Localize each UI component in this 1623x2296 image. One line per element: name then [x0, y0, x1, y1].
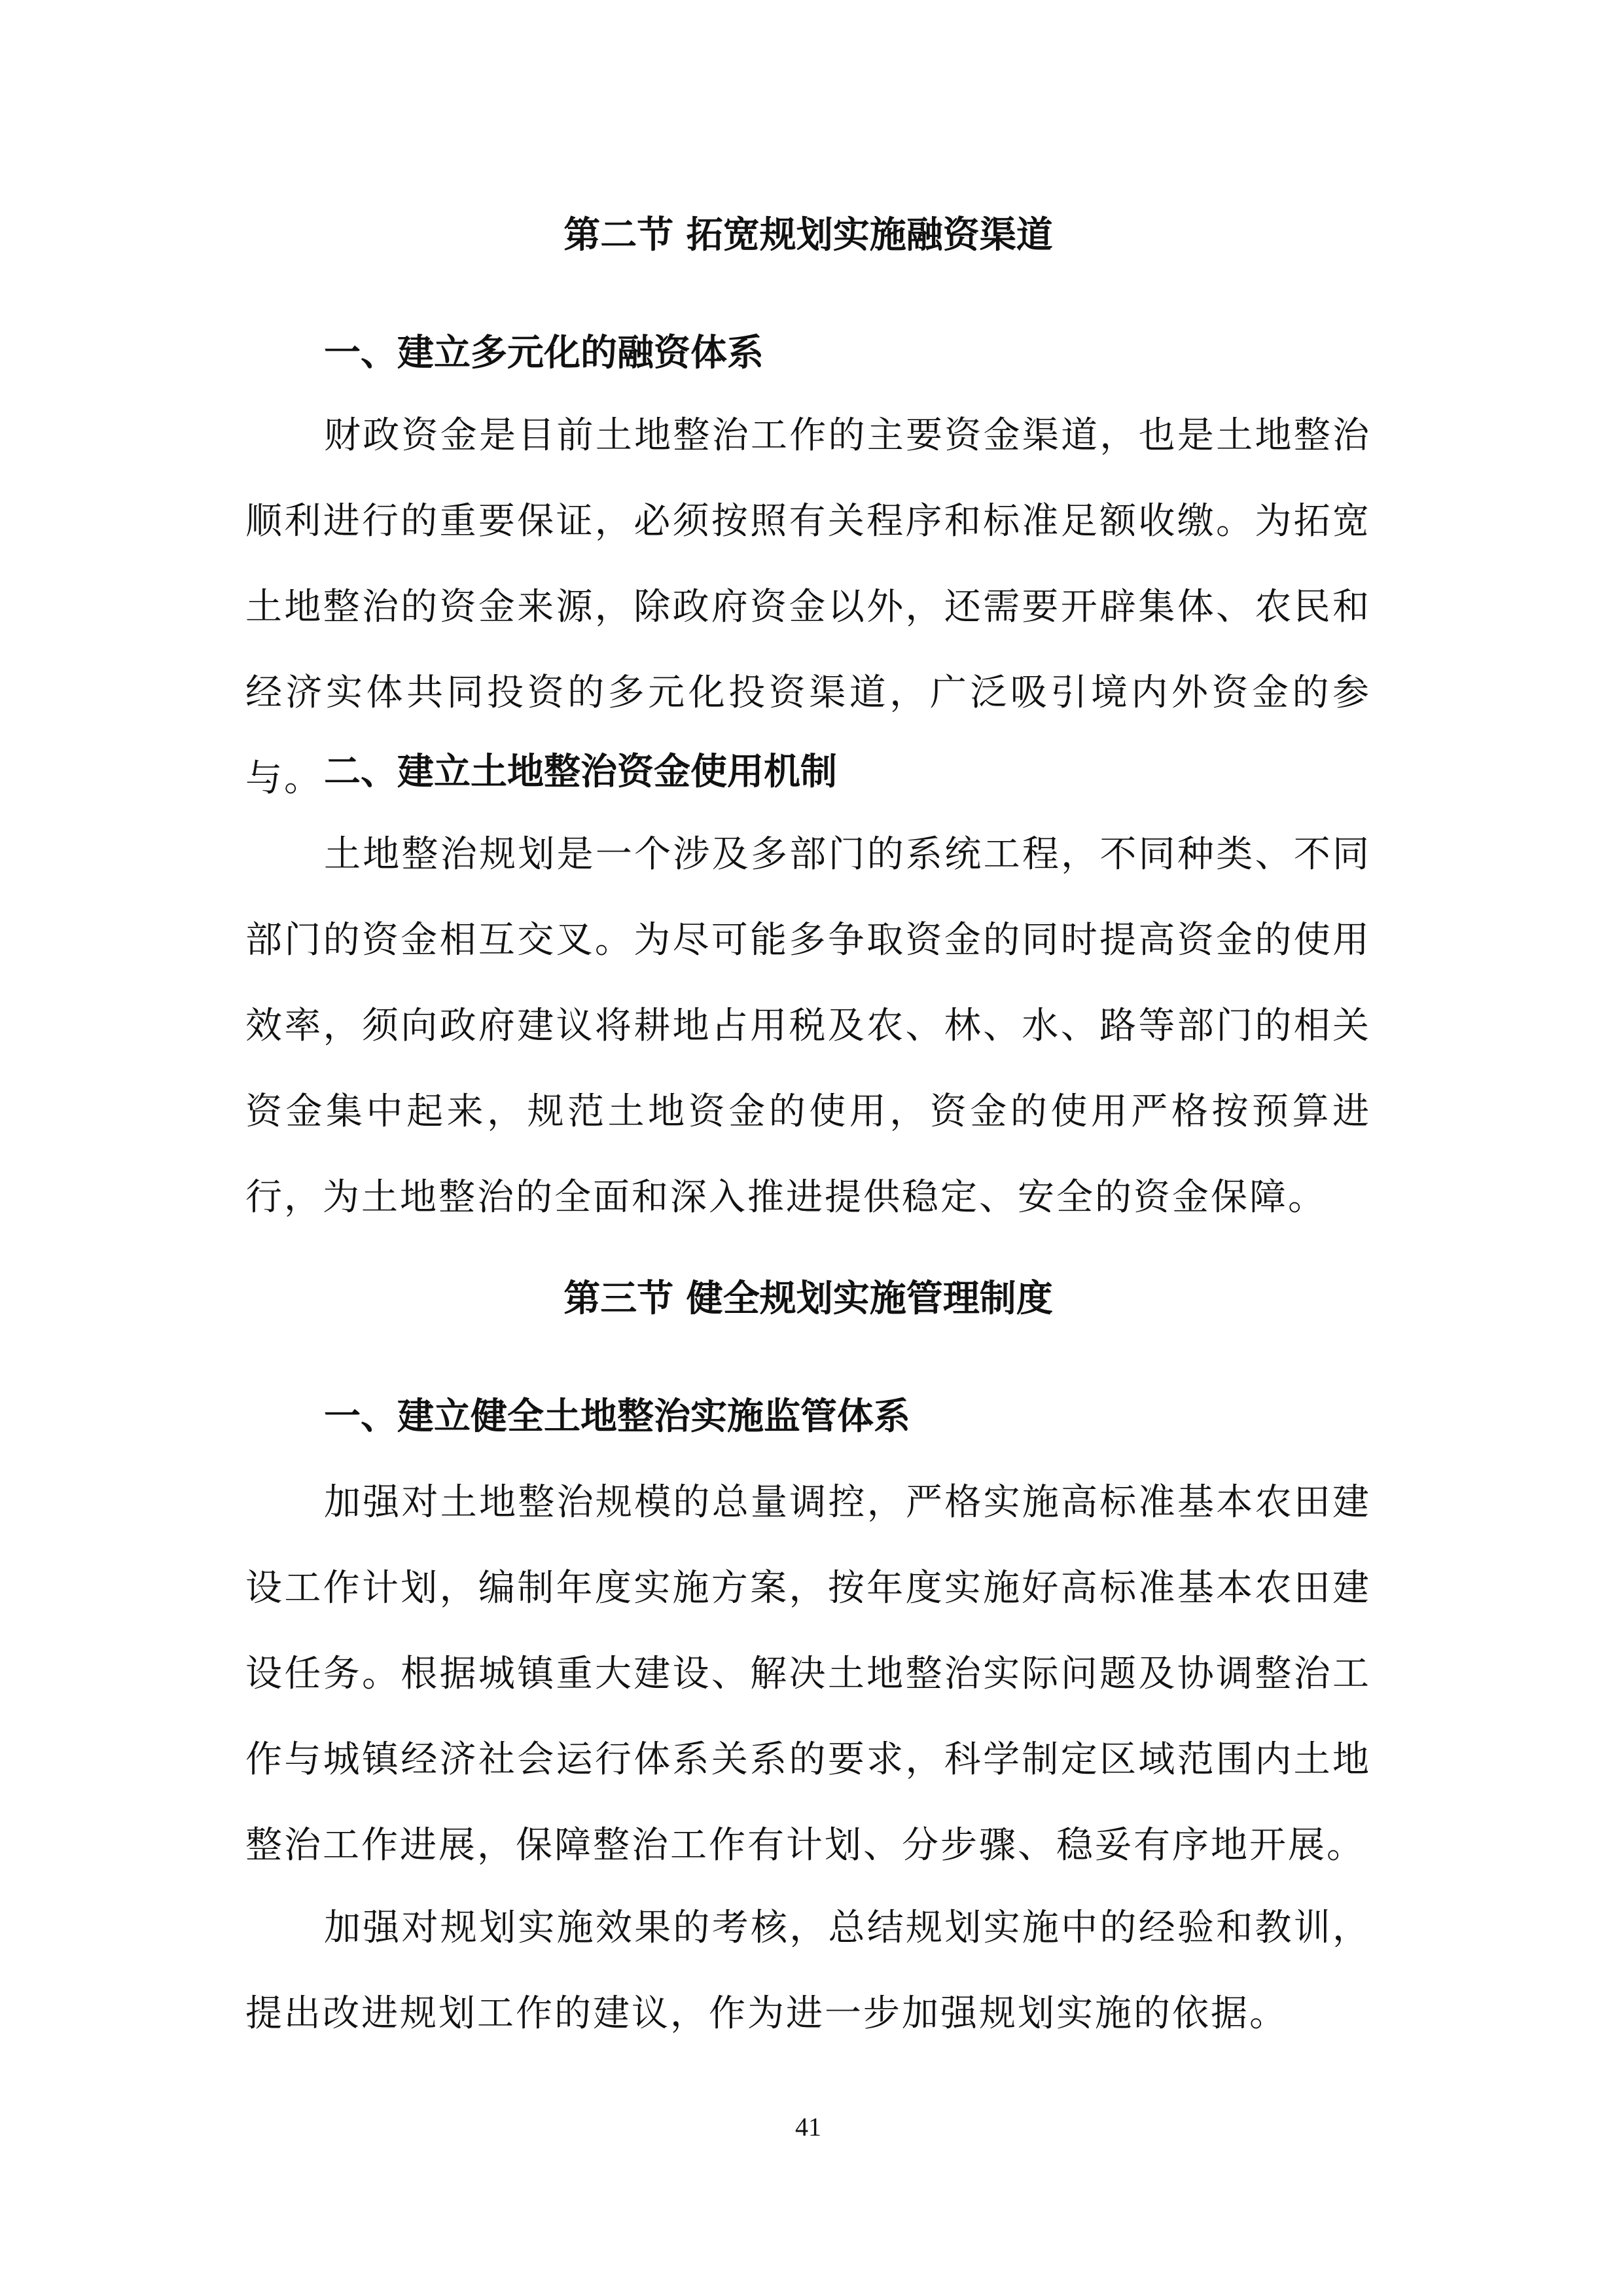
section-2-paragraph-1: 财政资金是目前土地整治工作的主要资金渠道，也是土地整治顺利进行的重要保证，必须按照有关程序和标准足额收缴。为拓宽土地整治的资金来源，除政府资金以外，还需要开辟集体、农民和经济实体共同投资的多元化投资渠道，广泛吸引境内外资金的参与。: [245, 414, 1371, 800]
section-2-subheading-1: 一、建立多元化的融资体系: [324, 332, 764, 374]
section-3-paragraph-2: 加强对规划实施效果的考核，总结规划实施中的经验和教训，提出改进规划工作的建议，作为进一步加强规划实施的依据。: [245, 1907, 1371, 2035]
section-2-subheading-2: 二、建立土地整治资金使用机制: [324, 751, 837, 793]
section-3-title: 第三节 健全规划实施管理制度: [563, 1278, 1053, 1320]
section-2-title: 第二节 拓宽规划实施融资渠道: [563, 214, 1053, 257]
section-2-paragraph-2: 土地整治规划是一个涉及多部门的系统工程，不同种类、不同部门的资金相互交叉。为尽可能多争取资金的同时提高资金的使用效率，须向政府建议将耕地占用税及农、林、水、路等部门的相关资金集中起来，规范土地资金的使用，资金的使用严格按预算进行，为土地整治的全面和深入推进提供稳定、安全的资金保障。: [245, 833, 1371, 1219]
section-3-paragraph-1: 加强对土地整治规模的总量调控，严格实施高标准基本农田建设工作计划，编制年度实施方案，按年度实施好高标准基本农田建设任务。根据城镇重大建设、解决土地整治实际问题及协调整治工作与城镇经济社会运行体系关系的要求，科学制定区域范围内土地整治工作进展，保障整治工作有计划、分步骤、稳妥有序地开展。: [245, 1481, 1371, 1867]
page-number: 41: [795, 2112, 821, 2142]
section-3-subheading-1: 一、建立健全土地整治实施监管体系: [324, 1395, 910, 1438]
document-page: [245, 0, 1371, 2296]
